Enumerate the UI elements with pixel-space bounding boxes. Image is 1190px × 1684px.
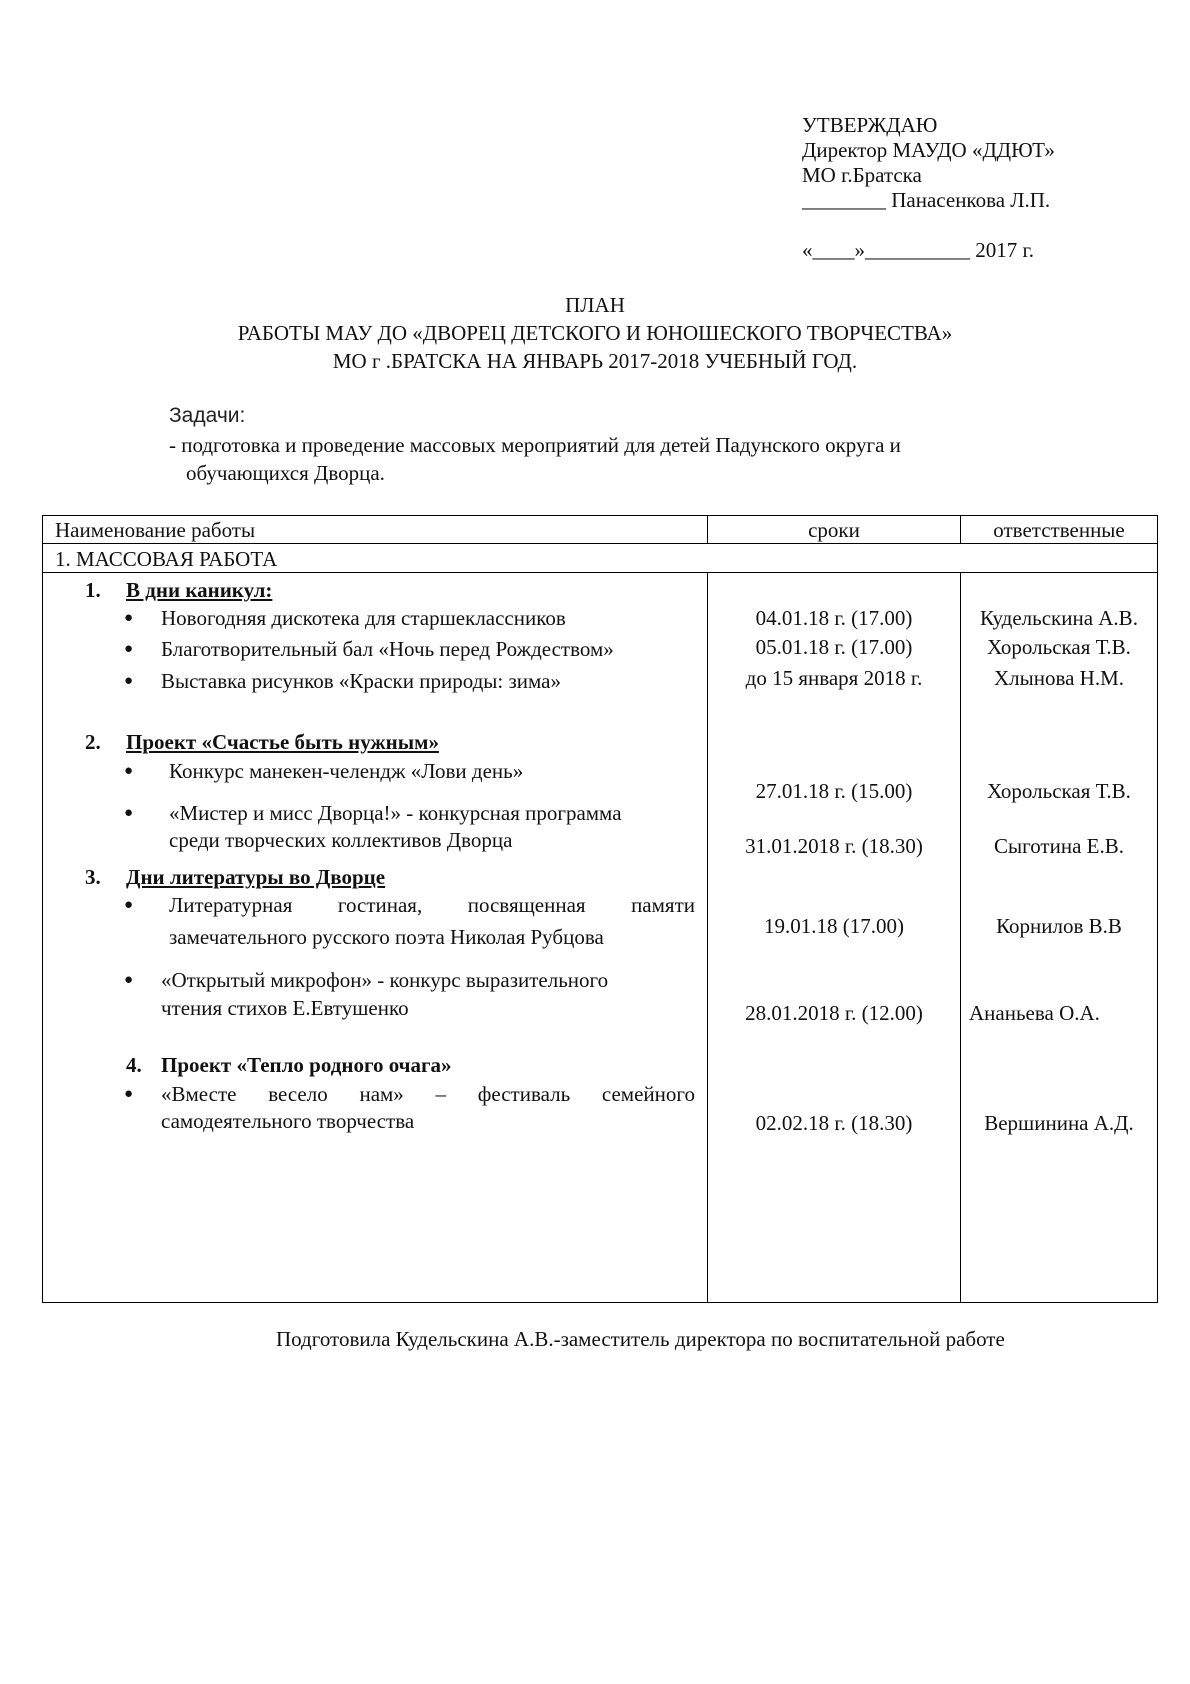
tasks-line: обучающихся Дворца. [186,461,385,485]
item-date: 05.01.18 г. (17.00) [755,635,913,659]
item-date: до 15 января 2018 г. [745,666,923,690]
item-responsible: Хлынова Н.М. [993,666,1125,690]
item-date: 02.02.18 г. (18.30) [755,1111,913,1135]
group-number: 2. [85,730,101,754]
item-date: 04.01.18 г. (17.00) [755,606,913,630]
section-title: 1. МАССОВАЯ РАБОТА [55,547,278,571]
list-item: Выставка рисунков «Краски природы: зима» [161,669,561,693]
group-title: В дни каникул: [126,578,273,602]
tasks-line: - подготовка и проведение массовых мероприятий для детей Падунского округа и [169,433,901,457]
group-number: 3. [85,865,101,889]
list-item-continued: среди творческих коллективов Дворца [169,828,513,852]
group-number: 1. [85,578,101,602]
group-title: Проект «Счастье быть нужным» [126,730,439,754]
title-line: ПЛАН [565,293,625,317]
item-date: 19.01.18 (17.00) [764,914,904,938]
list-item: «Вместе весело нам» – фестиваль семейного [161,1082,695,1106]
approval-line: Директор МАУДО «ДДЮТ» [802,138,1055,162]
list-item: Новогодняя дискотека для старшеклассников [161,606,566,630]
bullet-icon: ● [124,897,134,913]
bullet-icon: ● [124,610,134,626]
item-responsible: Ананьева О.А. [969,1001,1100,1025]
list-item: «Мистер и мисс Дворца!» - конкурсная программа [169,801,622,825]
group-title: Проект «Тепло родного очага» [161,1053,452,1077]
bullet-icon: ● [124,673,134,689]
item-date: 31.01.2018 г. (18.30) [745,834,923,858]
list-item: Благотворительный бал «Ночь перед Рождеством» [161,637,614,661]
list-item-continued: чтения стихов Е.Евтушенко [161,996,409,1020]
table-border [1157,515,1158,1303]
item-responsible: Хорольская Т.В. [987,635,1131,659]
list-item-continued: самодеятельного творчества [161,1109,415,1133]
tasks-heading: Задачи: [169,404,246,427]
list-item-continued: замечательного русского поэта Николая Рубцова [169,925,604,949]
approval-line: МО г.Братска [802,163,922,187]
table-border [42,1302,1158,1303]
bullet-icon: ● [124,763,134,779]
title-line: РАБОТЫ МАУ ДО «ДВОРЕЦ ДЕТСКОГО И ЮНОШЕСКОГО ТВОРЧЕСТВА» [237,321,953,345]
bullet-icon: ● [124,641,134,657]
group-number: 4. [126,1053,142,1077]
prepared-by: Подготовила Кудельскина А.В.-заместитель директора по воспитательной работе [276,1327,1005,1351]
approval-line: ________ Панасенкова Л.П. [802,188,1051,212]
bullet-icon: ● [124,805,134,821]
list-item: Литературная гостиная, посвященная памяти [169,893,695,917]
item-responsible: Вершинина А.Д. [984,1111,1134,1135]
bullet-icon: ● [124,1086,134,1102]
item-responsible: Сыготина Е.В. [994,834,1124,858]
table-border [42,572,1158,573]
group-title: Дни литературы во Дворце [126,865,386,889]
approval-line: УТВЕРЖДАЮ [802,113,938,137]
document-title [0,291,1190,375]
list-item: «Открытый микрофон» - конкурс выразительного [161,968,609,992]
item-responsible: Корнилов В.В [996,914,1122,938]
list-item: Конкурс манекен-челендж «Лови день» [169,759,524,783]
approval-block [802,113,1055,213]
column-header-dates: сроки [808,518,860,542]
table-border [42,515,1158,516]
item-responsible: Хорольская Т.В. [987,779,1131,803]
bullet-icon: ● [124,972,134,988]
approval-date: «____»__________ 2017 г. [802,238,1034,262]
column-header-name: Наименование работы [55,518,256,542]
item-date: 28.01.2018 г. (12.00) [745,1001,923,1025]
item-responsible: Кудельскина А.В. [980,606,1138,630]
title-line: МО г .БРАТСКА НА ЯНВАРЬ 2017-2018 УЧЕБНЫЙ ГОД. [332,349,858,373]
column-header-responsible: ответственные [993,518,1125,542]
table-border [42,515,43,1303]
table-border [42,543,1158,544]
item-date: 27.01.18 г. (15.00) [755,779,913,803]
